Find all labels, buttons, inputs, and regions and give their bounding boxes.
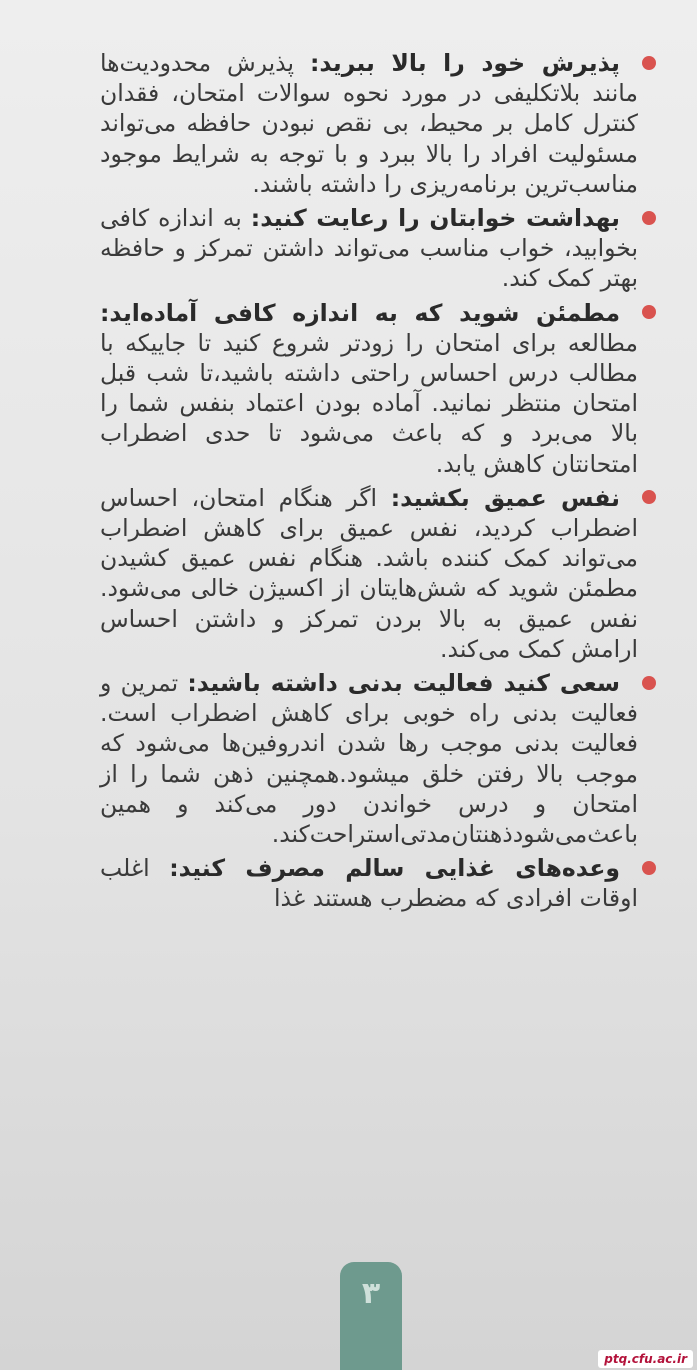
bullet-icon xyxy=(642,490,656,504)
bullet-icon xyxy=(642,305,656,319)
list-item xyxy=(100,853,640,913)
list-item xyxy=(100,483,640,664)
site-watermark: ptq.cfu.ac.ir xyxy=(598,1350,693,1368)
list-item xyxy=(100,668,640,849)
list-item xyxy=(100,48,640,199)
bullet-icon xyxy=(642,676,656,690)
item-text: اگر هنگام امتحان، احساس اضطراب کردید، نفس عمیق برای کاهش اضطراب می‌تواند کمک کننده باشد. هنگام نفس عمیق کشیدن مطمئن شوید که شش‌هایتان از اکسیژن خالی می‌شود. نفس عمیق به بالا بردن تمرکز و داشتن احساس ارامش کمک می‌کند. xyxy=(100,483,638,663)
list-item xyxy=(100,203,640,294)
item-text: به اندازه کافی بخوابید، خواب مناسب می‌تواند داشتن تمرکز و حافظه بهتر کمک کند. xyxy=(100,204,638,293)
item-heading: نفس عمیق بکشید: xyxy=(390,483,621,512)
item-heading: پذیرش خود را بالا ببرید: xyxy=(309,49,620,77)
page-number-tab xyxy=(340,1262,402,1370)
bullet-icon xyxy=(642,56,656,70)
bullet-icon xyxy=(642,211,656,225)
item-heading: مطمئن شوید که به اندازه کافی آماده‌اید: xyxy=(100,298,620,327)
item-text: پذیرش محدودیت‌ها مانند بلاتکلیفی در مورد نحوه سوالات امتحان، فقدان کنترل کامل بر محیط، بی نقص نبودن حافظه می‌تواند مسئولیت افراد را بالا ببرد و با توجه به شرایط موجود مناسب‌ترین برنامه‌ریزی را داشته باشند. xyxy=(100,49,638,198)
item-text: تمرین و فعالیت بدنی راه خوبی برای کاهش اضطراب است. فعالیت بدنی موجب رها شدن اندروفین‌ها می‌شود که موجب بالا رفتن خلق میشود.همچنین ذهن شما را از امتحان و درس خواندن دور می‌کند و همین باعث‌می‌شودذهنتان‌مدتی‌استراحت‌کند. xyxy=(100,669,638,849)
list-item xyxy=(100,298,640,479)
page-number: ۳ xyxy=(361,1276,381,1311)
item-heading: سعی کنید فعالیت بدنی داشته باشید: xyxy=(187,669,620,698)
item-text: اغلب اوقات افرادی که مضطرب هستند غذا xyxy=(100,854,638,913)
article-body xyxy=(100,48,640,918)
item-heading: بهداشت خوابتان را رعایت کنید: xyxy=(250,204,620,233)
bullet-icon xyxy=(642,861,656,875)
item-text: مطالعه برای امتحان را زودتر شروع کنید تا جاییکه با مطالب درس احساس راحتی داشته باشید،تا شب قبل امتحان منتظر نمانید. آماده بودن اعتماد بنفس شما را بالا می‌برد و که باعث می‌شود تا حدی اضطراب امتحانتان کاهش یابد. xyxy=(100,328,638,478)
item-heading: وعده‌های غذایی سالم مصرف کنید: xyxy=(169,854,620,883)
